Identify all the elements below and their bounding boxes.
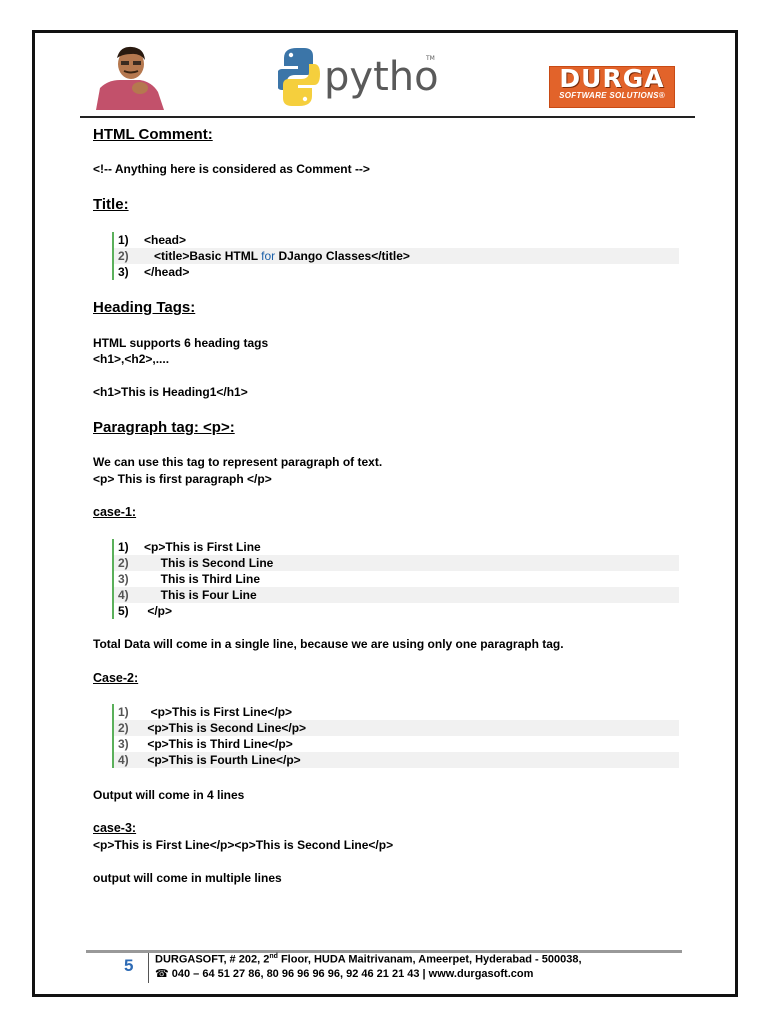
page-number: 5 (124, 956, 134, 975)
python-logo-text: pytho (324, 54, 438, 100)
comment-heading: HTML Comment: (93, 126, 213, 143)
python-logo (278, 44, 438, 110)
code-line: 3) This is Third Line (118, 572, 261, 586)
heading-line-1: HTML supports 6 heading tags (93, 336, 269, 350)
code-line: 1) <p>This is First Line</p> (118, 705, 293, 719)
code-line: 4) <p>This is Fourth Line</p> (114, 752, 679, 768)
footer-address: DURGASOFT, # 202, 2nd Floor, HUDA Maitrivanam, Ameerpet, Hyderabad - 500038, (155, 953, 582, 966)
title-code-block (112, 232, 679, 280)
footer-contact: ☎ 040 – 64 51 27 86, 80 96 96 96 96, 92 46 21 21 43 | www.durgasoft.com (155, 968, 534, 980)
heading-example: <h1>This is Heading1</h1> (93, 385, 248, 399)
durga-logo-name: DURGA (559, 64, 665, 93)
phone-icon: ☎ (155, 968, 169, 980)
code-line: 2) This is Second Line (114, 555, 679, 571)
code-line: 2) <p>This is Second Line</p> (114, 720, 679, 736)
author-photo (94, 44, 166, 110)
case1-label: case-1: (93, 505, 137, 519)
header-rule (80, 116, 695, 118)
code-line: 5) </p> (118, 604, 173, 618)
case2-note: Output will come in 4 lines (93, 788, 245, 802)
code-line: 3) </head> (118, 265, 190, 279)
case2-code-block (112, 704, 679, 768)
case1-code-block (112, 539, 679, 619)
python-tm: TM (426, 55, 435, 62)
paragraph-line-1: We can use this tag to represent paragraph of text. (93, 455, 383, 469)
title-heading: Title: (93, 196, 129, 213)
comment-text: <!-- Anything here is considered as Comment --> (93, 162, 370, 176)
case1-note: Total Data will come in a single line, because we are using only one paragraph tag. (93, 637, 564, 651)
paragraph-line-2: <p> This is first paragraph </p> (93, 472, 272, 486)
code-line: 1) <p>This is First Line (118, 540, 261, 554)
code-line: 2) <title>Basic HTML for DJango Classes</title> (114, 248, 679, 264)
keyword-for: for (261, 249, 276, 263)
case3-note: output will come in multiple lines (93, 871, 282, 885)
heading-line-2: <h1>,<h2>,.... (93, 352, 170, 366)
case3-label: case-3: (93, 821, 137, 835)
footer-divider (148, 953, 149, 983)
code-line: 3) <p>This is Third Line</p> (118, 737, 293, 751)
case2-label: Case-2: (93, 671, 139, 685)
durga-logo-tagline: SOFTWARE SOLUTIONS® (559, 91, 665, 100)
code-line: 4) This is Four Line (114, 587, 679, 603)
heading-tags-heading: Heading Tags: (93, 299, 196, 316)
durga-logo (549, 66, 675, 108)
paragraph-heading: Paragraph tag: <p>: (93, 419, 235, 436)
code-line: 1) <head> (118, 233, 187, 247)
case3-code: <p>This is First Line</p><p>This is Second Line</p> (93, 838, 394, 852)
